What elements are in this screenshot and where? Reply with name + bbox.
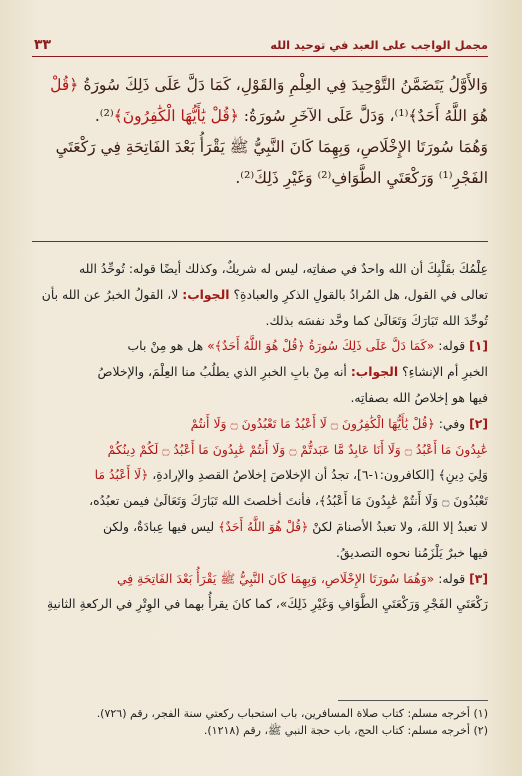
commentary-line: عَٰبِدُونَ مَا أَعْبُدُ ۝ وَلَا أَنَا عَابِدٌ مَّا عَبَدتُّمْ ۝ وَلَا أَنتُمْ عَٰبِدُونَ مَا أَعْبُدُ ۝ لَكُمْ دِينُكُمْ [107,441,488,457]
commentary-line: [١] قوله: «كَمَا دَلَّ عَلَى ذَلِكَ سُورَةُ ﴿قُلْ هُوَ اللَّهُ أَحَدٌ﴾» هل هو مِنْ باب [127,338,488,354]
commentary-line: [٢] وفي: ﴿قُلْ يَٰأَيُّهَا الْكَٰفِرُونَ ۝ لَا أَعْبُدُ مَا تَعْبُدُونَ ۝ وَلَا أَنتُمْ [190,415,488,431]
page-header [32,30,488,57]
commentary-line: وَلِيَ دِينِ﴾ [الكافرون:١-٦]، تجدُ أن الإخلاصَ إخلاصُ القصدِ والإرادةِ، ﴿لَا أَعْبُدُ مَا [94,467,488,483]
commentary-line: لا تعبدُ إلا اللهَ، ولا تعبدُ الأصنامَ لكنْ ﴿قُلْ هُوَ اللَّهُ أَحَدٌ﴾ ليس فيها عِبادَةٌ، ولكن [102,518,488,534]
footnote: (١) أخرجه مسلم: كتاب صلاة المسافرين، باب استحباب ركعتي سنة الفجر، رقم (٧٢٦). [96,707,488,720]
commentary-line: فيها خبرٌ يَلْزَمُنا نحوه التصديقُ. [336,544,488,560]
matn-line: وَالأَوَّلُ يَتَضَمَّنُ التَّوْحِيدَ فِي العِلْمِ وَالقَوْلِ، كَمَا دَلَّ عَلَى ذَلِكَ سُورَةُ ﴿قُلْ [50,76,488,94]
commentary-line: الخبرِ أم الإنشاءِ؟ الجواب: أنه مِنْ بابِ الخبرِ الذي يطلُبُ منا العِلْمَ، والإخلاصُ [97,364,488,380]
commentary-line: [٣] قوله: «وَهُمَا سُورَتَا الإِخْلَاصِ، وَبِهِمَا كَانَ النَّبِيُّ ﷺ يَقْرَأُ بَعْدَ الفَاتِحَةِ فِي [116,570,488,586]
commentary-line: فيها هو إخلاصُ الله بصفاتِه. [350,389,488,405]
running-title: مجمل الواجب على العبد في توحيد الله [270,38,488,52]
matn-line: وَهُمَا سُورَتَا الإِخْلَاصِ، وَبِهِمَا كَانَ النَّبِيُّ ﷺ يَقْرَأُ بَعْدَ الفَاتِحَةِ فِي رَكْعَتَيِ [55,138,488,156]
commentary-line: تُوحِّدَ الله تَبَارَكَ وَتَعَالَىٰ كما وحَّد نفسَه بذلك. [265,312,488,328]
section-divider [32,241,488,242]
matn-line: الفَجْرِ⁽¹⁾ وَرَكْعَتَيِ الطَّوَافِ⁽²⁾ وَغَيْرِ ذَلِكَ⁽²⁾. [235,169,488,187]
page-number: ٣٣ [34,37,52,53]
footnotes [32,705,488,739]
commentary-line: تَعْبُدُونَ ۝ وَلَا أَنتُمْ عَٰبِدُونَ مَا أَعْبُدُ﴾، فأنتَ أخلصتَ الله تَبَارَكَ وَتَعَالَىٰ فيمن تعبُدُه، [89,493,488,509]
matn-line: هُوَ اللَّهُ أَحَدٌ﴾⁽¹⁾، وَدَلَّ عَلَى الآخَرِ سُورَةُ: ﴿قُلْ يَٰأَيُّهَا الْكَٰفِرُونَ﴾⁽²⁾. [94,107,488,125]
matn-text [32,70,488,194]
footnote-rule [338,700,488,701]
footnote: (٢) أخرجه مسلم: كتاب الحج، باب حجة النبي ﷺ، رقم (١٢١٨). [203,724,488,737]
commentary-line: رَكْعَتَيِ الفَجْرِ وَرَكْعَتَيِ الطَّوَافِ وَغَيْرِ ذَلِكَ»، كما كانَ يقرأُ بهما في الوِتْرِ في الركعةِ الثانيةِ [47,596,488,612]
commentary-text [32,256,488,617]
commentary-line: تعالى في القول، هل المُرادُ بالقولِ الذكرِ والعبادةِ؟ الجواب: لا، القولُ الخبرُ عن الله بأن [41,286,488,302]
commentary-line: عِلْمُكَ بقَلْبِكَ أن الله واحدٌ في صفاتِه، ليس له شريكٌ، وكذلك أيضًا قوله: تُوحِّدُ الله [79,261,488,276]
